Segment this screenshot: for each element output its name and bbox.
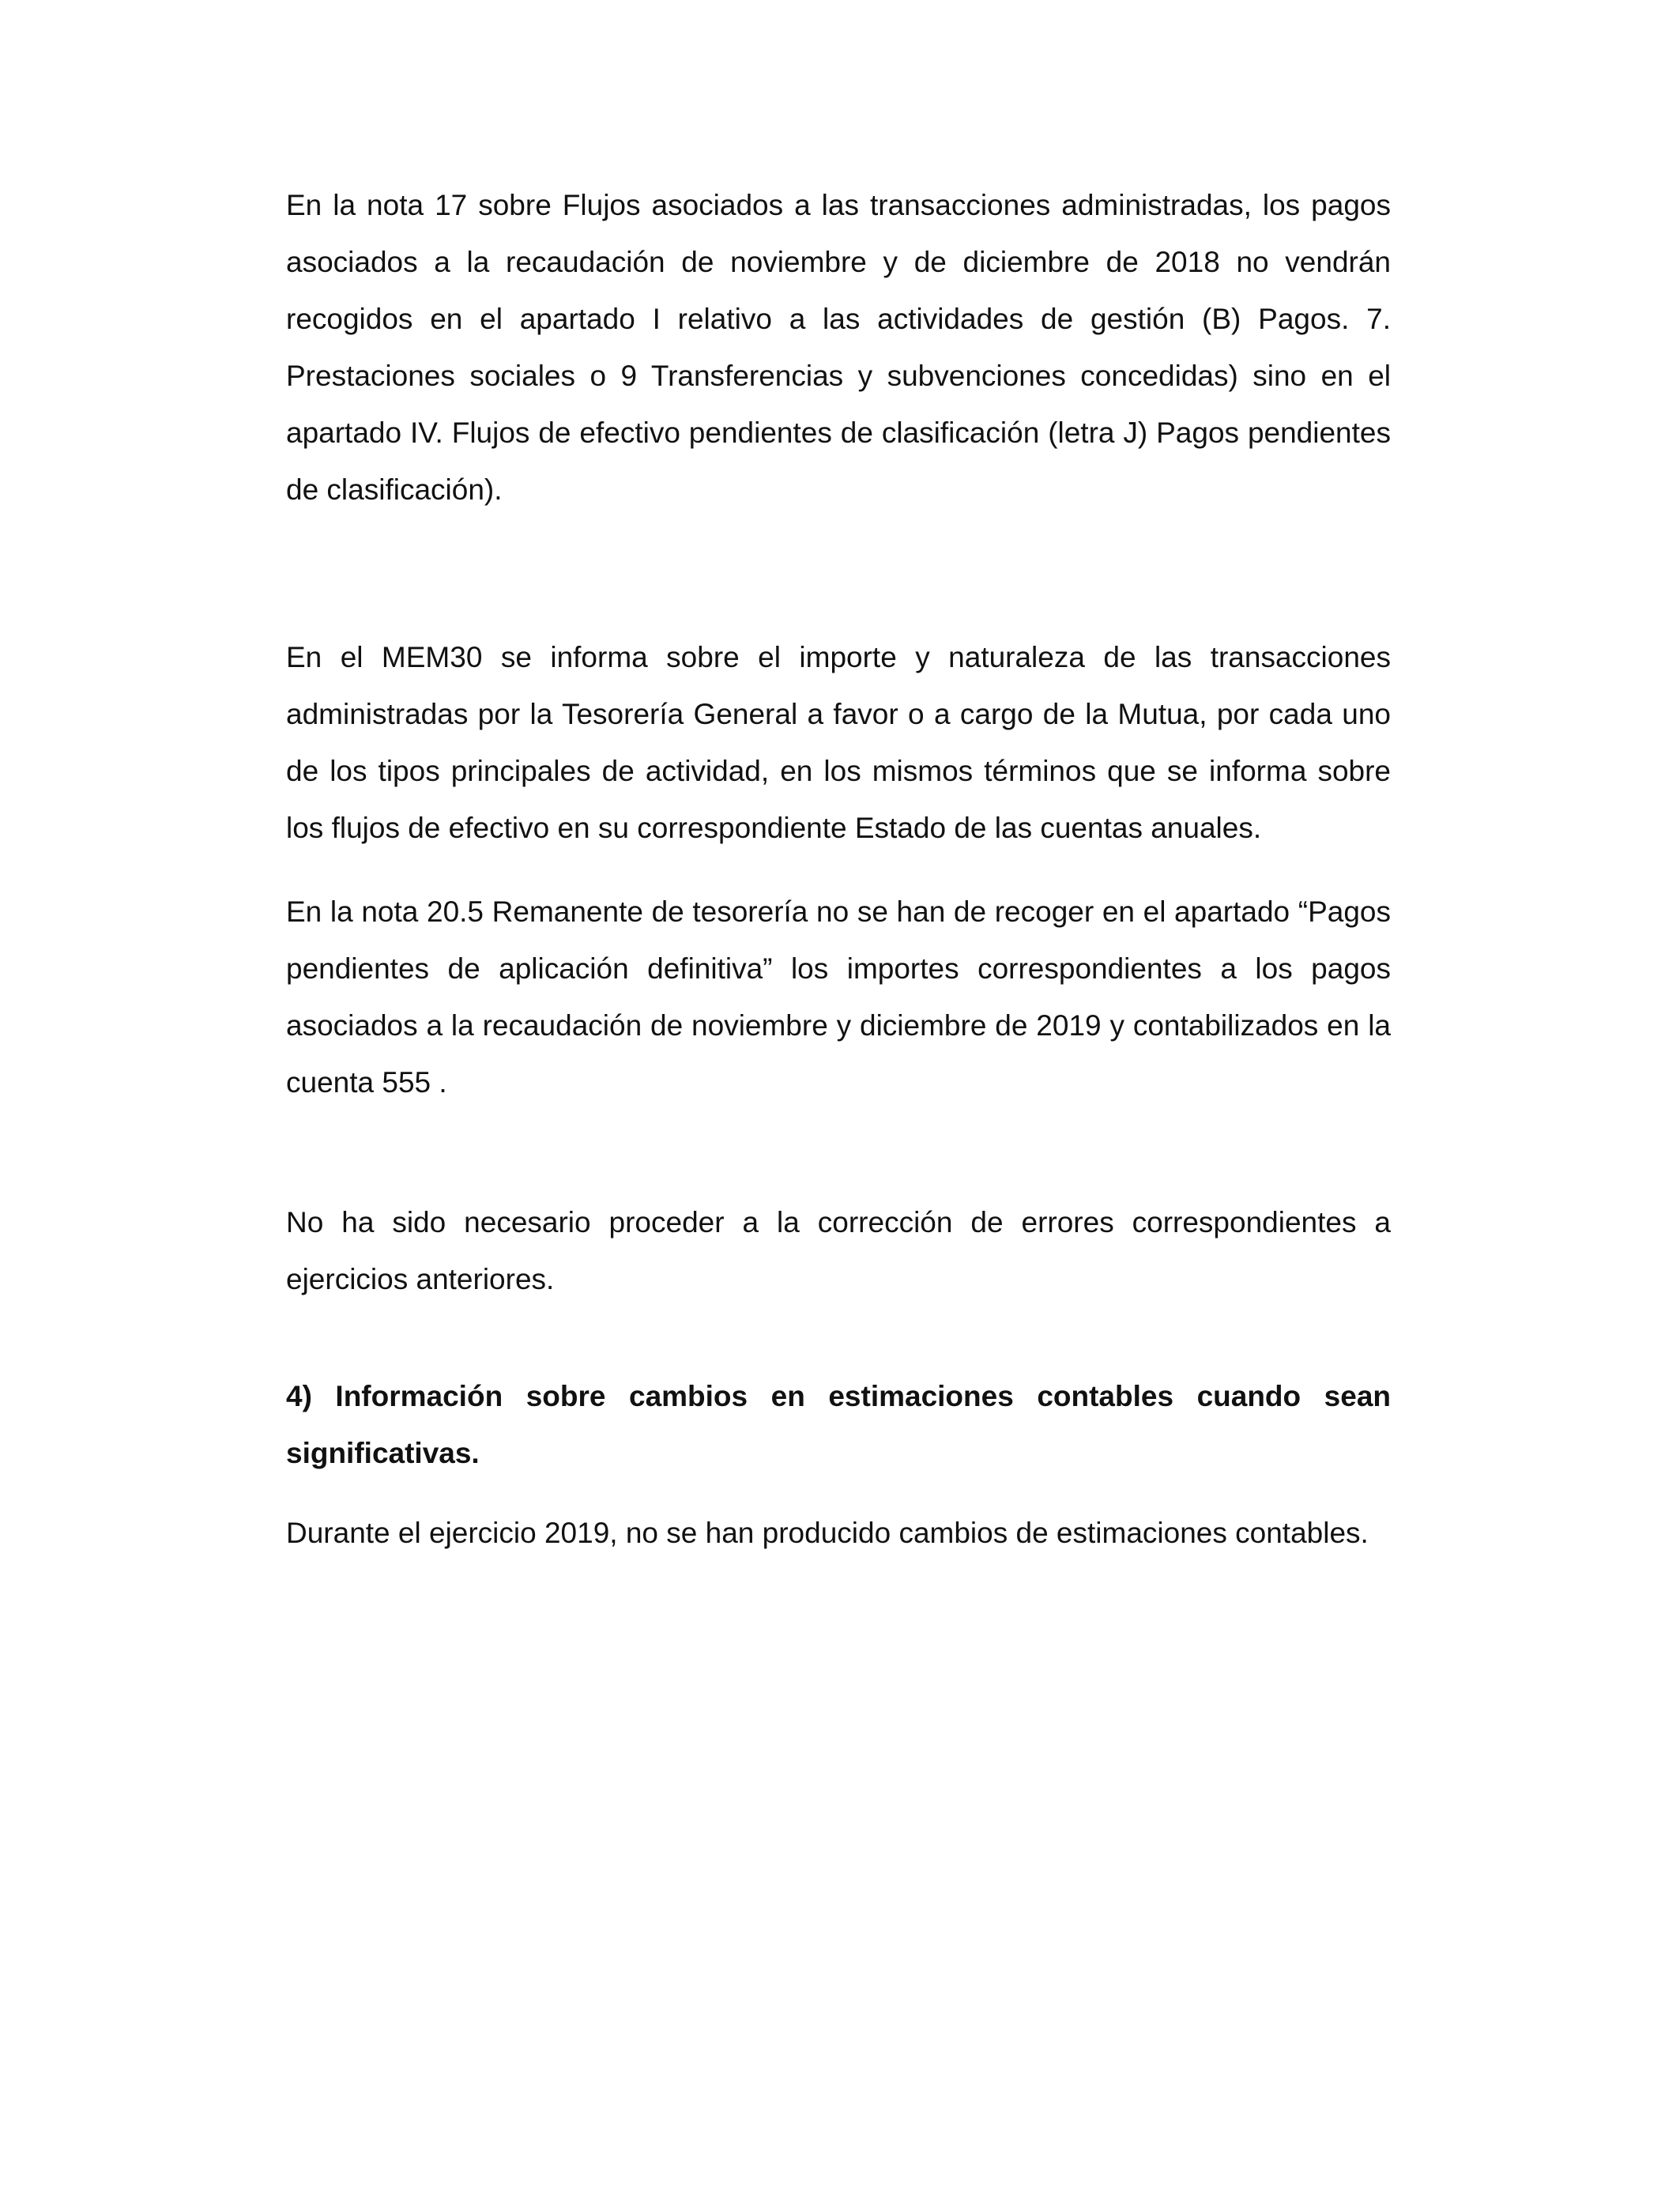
paragraph-nota-20-5: En la nota 20.5 Remanente de tesorería no se han de recoger en el apartado “Pagos pendientes de aplicación definitiva” los importes correspondientes a los pagos asociados a la recaudación de noviembre y diciembre de 2019 y contabilizados en la cuenta 555 . — [286, 895, 1391, 1099]
paragraph-mem30: En el MEM30 se informa sobre el importe y naturaleza de las transacciones administradas por la Tesorería General a favor o a cargo de la Mutua, por cada uno de los tipos principales de actividad, en los mismos términos que se informa sobre los flujos de efectivo en su correspondiente Estado de las cuentas anuales. — [286, 641, 1391, 844]
paragraph-nota-17: En la nota 17 sobre Flujos asociados a las transacciones administradas, los pagos asociados a la recaudación de noviembre y de diciembre de 2018 no vendrán recogidos en el apartado I relativo a las actividades de gestión (B) Pagos. 7. Prestaciones sociales o 9 Transferencias y subvenciones concedidas) sino en el apartado IV. Flujos de efectivo pendientes de clasificación (letra J) Pagos pendientes de clasificación). — [286, 189, 1391, 506]
section-heading-4: 4) Información sobre cambios en estimaciones contables cuando sean significativas. — [286, 1380, 1391, 1469]
paragraph-ejercicio-2019: Durante el ejercicio 2019, no se han producido cambios de estimaciones contables. — [286, 1517, 1369, 1549]
paragraph-correccion-errores: No ha sido necesario proceder a la corrección de errores correspondientes a ejercicios anteriores. — [286, 1206, 1391, 1295]
